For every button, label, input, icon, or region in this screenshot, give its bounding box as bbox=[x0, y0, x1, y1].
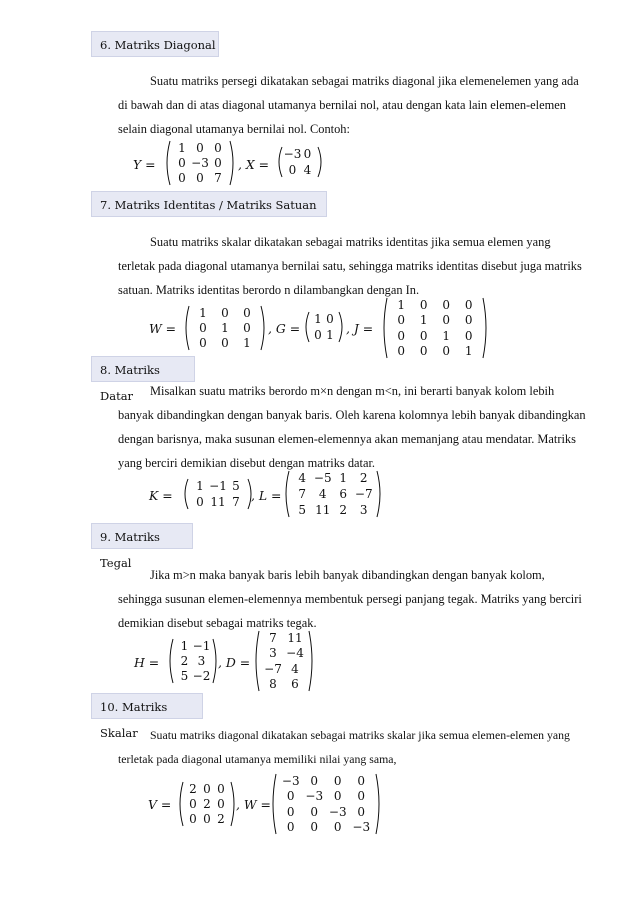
matrix-cell: 1 bbox=[243, 336, 251, 351]
matrix-cell: 0 bbox=[397, 328, 406, 343]
section-heading-identitas: 7. Matriks Identitas / Matriks Satuan bbox=[91, 191, 327, 217]
paragraph-line: dengan barisnya, maka susunan elemen-elemennya akan memanjang atau mendatar. Matriks bbox=[118, 432, 576, 446]
matrix-cell: 2 bbox=[359, 471, 368, 485]
matrix-cell: 0 bbox=[397, 313, 406, 328]
matrix-cell: −3 bbox=[283, 147, 302, 161]
matrix-cell: 0 bbox=[310, 804, 319, 819]
matrix-cell: 0 bbox=[189, 797, 197, 811]
matrix-label-k: K = bbox=[149, 488, 173, 503]
matrix-cell: 0 bbox=[286, 789, 295, 804]
matrix-cell: 0 bbox=[419, 297, 428, 312]
matrix-cell: 1 bbox=[196, 479, 204, 493]
matrix-cell: 0 bbox=[196, 140, 204, 155]
matrix-cell: 0 bbox=[397, 344, 406, 359]
matrix-cell: 4 bbox=[303, 163, 312, 177]
matrix-cell: 5 bbox=[298, 503, 307, 517]
matrix-cell: 0 bbox=[221, 336, 229, 351]
right-parenthesis bbox=[483, 298, 486, 358]
matrix-cell: 2 bbox=[189, 781, 197, 796]
matrix-cell: 7 bbox=[298, 487, 307, 501]
paragraph-line: selain diagonal utamanya bernilai nol. Contoh: bbox=[118, 122, 350, 136]
paragraph-line: Misalkan suatu matriks berordo m×n dengan m<n, ini berarti banyak kolom lebih bbox=[150, 384, 555, 398]
right-parenthesis bbox=[230, 141, 233, 185]
matrix-cell: 0 bbox=[199, 321, 207, 335]
left-parenthesis bbox=[186, 306, 189, 350]
matrix-w-scalar bbox=[270, 773, 382, 835]
matrix-cell: −5 bbox=[313, 471, 332, 485]
matrix-cell: −3 bbox=[328, 804, 347, 819]
right-parenthesis bbox=[261, 306, 264, 350]
matrix-cell: 5 bbox=[232, 479, 240, 493]
paragraph-line: yang berciri demikian disebut dengan matriks datar. bbox=[118, 456, 376, 470]
matrix-cell: 0 bbox=[286, 804, 295, 819]
matrix-cell: 4 bbox=[291, 661, 299, 676]
matrix-cell: 7 bbox=[269, 630, 277, 645]
matrix-cell: 4 bbox=[298, 471, 307, 485]
paragraph-line: terletak pada diagonal utamanya memiliki nilai yang sama, bbox=[118, 752, 397, 766]
matrix-cell: 2 bbox=[180, 654, 189, 668]
matrix-cell: 1 bbox=[397, 297, 406, 312]
matrix-cell: −3 bbox=[352, 820, 371, 835]
matrix-cell: 0 bbox=[357, 804, 366, 819]
matrix-cell: 1 bbox=[199, 305, 207, 320]
matrix-k bbox=[182, 478, 254, 510]
matrix-w-identity bbox=[183, 305, 267, 351]
matrix-label-l: , L = bbox=[251, 488, 282, 503]
matrix-h bbox=[167, 638, 219, 684]
matrix-cell: 1 bbox=[464, 344, 473, 359]
matrix-cell: 1 bbox=[180, 638, 189, 653]
paragraph-line: banyak dibandingkan dengan banyak baris. Oleh karena kolomnya lebih banyak dibandingkan bbox=[118, 408, 586, 422]
matrix-x bbox=[276, 146, 324, 178]
matrix-cell: 0 bbox=[303, 147, 312, 161]
paragraph-line: Suatu matriks persegi dikatakan sebagai matriks diagonal jika elemenelemen yang ada bbox=[150, 74, 579, 88]
section-heading-datar: 8. Matriks Datar bbox=[91, 356, 195, 382]
matrix-cell: 0 bbox=[442, 313, 451, 328]
matrix-cell: 3 bbox=[359, 503, 368, 517]
matrix-cell: 0 bbox=[357, 789, 366, 804]
paragraph-line: Suatu matriks skalar dikatakan sebagai matriks identitas jika semua elemen yang bbox=[150, 235, 551, 249]
matrix-cell: −3 bbox=[191, 156, 209, 170]
paragraph-line: sehingga susunan elemen-elemennya membentuk persegi panjang tegak. Matriks yang berciri bbox=[118, 592, 582, 606]
matrix-label-x: , X = bbox=[238, 157, 270, 172]
paragraph-diagonal bbox=[118, 69, 612, 141]
matrix-cell: 0 bbox=[196, 495, 204, 509]
matrix-cell: −7 bbox=[264, 661, 282, 676]
section-heading-diagonal: 6. Matriks Diagonal bbox=[91, 31, 219, 57]
matrix-cell: 0 bbox=[333, 773, 342, 788]
matrix-cell: −1 bbox=[192, 638, 211, 653]
matrix-label-j: , J = bbox=[346, 321, 374, 336]
matrix-cell: 2 bbox=[217, 812, 225, 827]
matrix-cell: 0 bbox=[326, 312, 334, 326]
matrix-cell: 1 bbox=[221, 321, 229, 335]
matrix-cell: −2 bbox=[192, 669, 211, 684]
matrix-cell: 0 bbox=[217, 781, 225, 796]
matrix-cell: 0 bbox=[217, 797, 225, 811]
paragraph-datar bbox=[118, 379, 612, 475]
matrix-cell: 7 bbox=[214, 171, 222, 186]
matrix-cell: 0 bbox=[203, 781, 211, 796]
matrix-cell: 1 bbox=[314, 312, 322, 326]
matrix-label-h: H = bbox=[134, 655, 160, 670]
matrix-d bbox=[253, 630, 315, 692]
matrix-cell: 0 bbox=[464, 328, 473, 343]
matrix-cell: −3 bbox=[305, 789, 324, 804]
matrix-label-w-scalar: , W = bbox=[236, 797, 271, 812]
matrix-cell: 0 bbox=[333, 789, 342, 804]
matrix-cell: 0 bbox=[199, 336, 207, 351]
matrix-cell: 0 bbox=[221, 305, 229, 320]
matrix-cell: 0 bbox=[203, 812, 211, 827]
right-parenthesis bbox=[376, 774, 379, 834]
matrix-v bbox=[177, 781, 237, 827]
matrix-cell: 0 bbox=[178, 156, 186, 170]
matrix-cell: −7 bbox=[354, 487, 373, 501]
matrix-cell: 1 bbox=[178, 140, 186, 155]
paragraph-line: di bawah dan di atas diagonal utamanya bernilai nol, atau dengan kata lain elemen-elemen bbox=[118, 98, 566, 112]
paragraph-line: Jika m>n maka banyak baris lebih banyak dibandingkan dengan banyak kolom, bbox=[150, 568, 545, 582]
matrix-cell: 0 bbox=[464, 313, 473, 328]
paragraph-line: demikian disebut sebagai matriks tegak. bbox=[118, 616, 317, 630]
paragraph-line: Suatu matriks diagonal dikatakan sebagai matriks skalar jika semua elemen-elemen yang bbox=[150, 728, 570, 742]
matrix-cell: 11 bbox=[315, 503, 331, 517]
paragraph-tegal bbox=[118, 563, 612, 635]
paragraph-line: terletak pada diagonal utamanya bernilai satu, sehingga matriks identitas disebut juga matriks bbox=[118, 259, 582, 273]
matrix-cell: 3 bbox=[197, 654, 206, 668]
matrix-cell: 11 bbox=[210, 495, 226, 509]
matrix-cell: 0 bbox=[310, 820, 319, 835]
matrix-cell: 1 bbox=[326, 328, 334, 342]
matrix-cell: 0 bbox=[189, 812, 197, 827]
matrix-cell: 7 bbox=[232, 495, 240, 509]
matrix-cell: 3 bbox=[269, 646, 277, 661]
matrix-cell: 0 bbox=[357, 773, 366, 788]
matrix-j bbox=[381, 297, 489, 359]
paragraph-identitas bbox=[118, 230, 612, 302]
matrix-cell: 2 bbox=[203, 797, 211, 811]
paragraph-skalar bbox=[118, 723, 612, 771]
matrix-g bbox=[303, 311, 345, 343]
matrix-cell: 5 bbox=[180, 669, 189, 684]
matrix-cell: 0 bbox=[288, 163, 297, 177]
matrix-label-g: , G = bbox=[268, 321, 301, 336]
matrix-cell: 0 bbox=[214, 140, 222, 155]
left-parenthesis bbox=[256, 631, 259, 691]
matrix-cell: 0 bbox=[214, 156, 222, 170]
matrix-cell: 0 bbox=[314, 328, 322, 342]
matrix-cell: 0 bbox=[310, 773, 319, 788]
matrix-cell: 1 bbox=[442, 328, 451, 343]
matrix-cell: 0 bbox=[442, 344, 451, 359]
matrix-cell: 11 bbox=[287, 630, 303, 645]
right-parenthesis bbox=[377, 471, 380, 517]
left-parenthesis bbox=[286, 471, 289, 517]
matrix-cell: 0 bbox=[196, 171, 204, 186]
section-heading-skalar: 10. Matriks Skalar bbox=[91, 693, 203, 719]
paragraph-line: satuan. Matriks identitas berordo n dilambangkan dengan In. bbox=[118, 283, 420, 297]
matrix-cell: 6 bbox=[291, 677, 299, 692]
right-parenthesis bbox=[309, 631, 312, 691]
matrix-cell: −1 bbox=[209, 479, 227, 493]
matrix-y bbox=[164, 140, 236, 186]
left-parenthesis bbox=[384, 298, 387, 358]
matrix-cell: 0 bbox=[419, 328, 428, 343]
matrix-cell: 1 bbox=[339, 471, 348, 485]
matrix-cell: 0 bbox=[419, 344, 428, 359]
matrix-cell: 1 bbox=[419, 313, 428, 328]
matrix-cell: 2 bbox=[339, 503, 348, 517]
matrix-cell: 8 bbox=[269, 677, 277, 692]
matrix-label-y: Y = bbox=[133, 157, 156, 172]
matrix-label-v: V = bbox=[148, 797, 172, 812]
matrix-cell: −3 bbox=[281, 773, 300, 788]
matrix-cell: 0 bbox=[333, 820, 342, 835]
matrix-cell: 4 bbox=[318, 487, 327, 501]
matrix-cell: 0 bbox=[243, 305, 251, 320]
matrix-cell: −4 bbox=[286, 646, 304, 661]
matrix-label-w: W = bbox=[149, 321, 177, 336]
left-parenthesis bbox=[273, 774, 276, 834]
matrix-label-d: , D = bbox=[218, 655, 251, 670]
matrix-cell: 0 bbox=[243, 321, 251, 335]
matrix-cell: 0 bbox=[464, 297, 473, 312]
matrix-l bbox=[283, 470, 383, 518]
matrix-cell: 0 bbox=[442, 297, 451, 312]
matrix-cell: 0 bbox=[286, 820, 295, 835]
matrix-cell: 6 bbox=[339, 487, 348, 501]
section-heading-tegal: 9. Matriks Tegal bbox=[91, 523, 193, 549]
matrix-cell: 0 bbox=[178, 171, 186, 186]
